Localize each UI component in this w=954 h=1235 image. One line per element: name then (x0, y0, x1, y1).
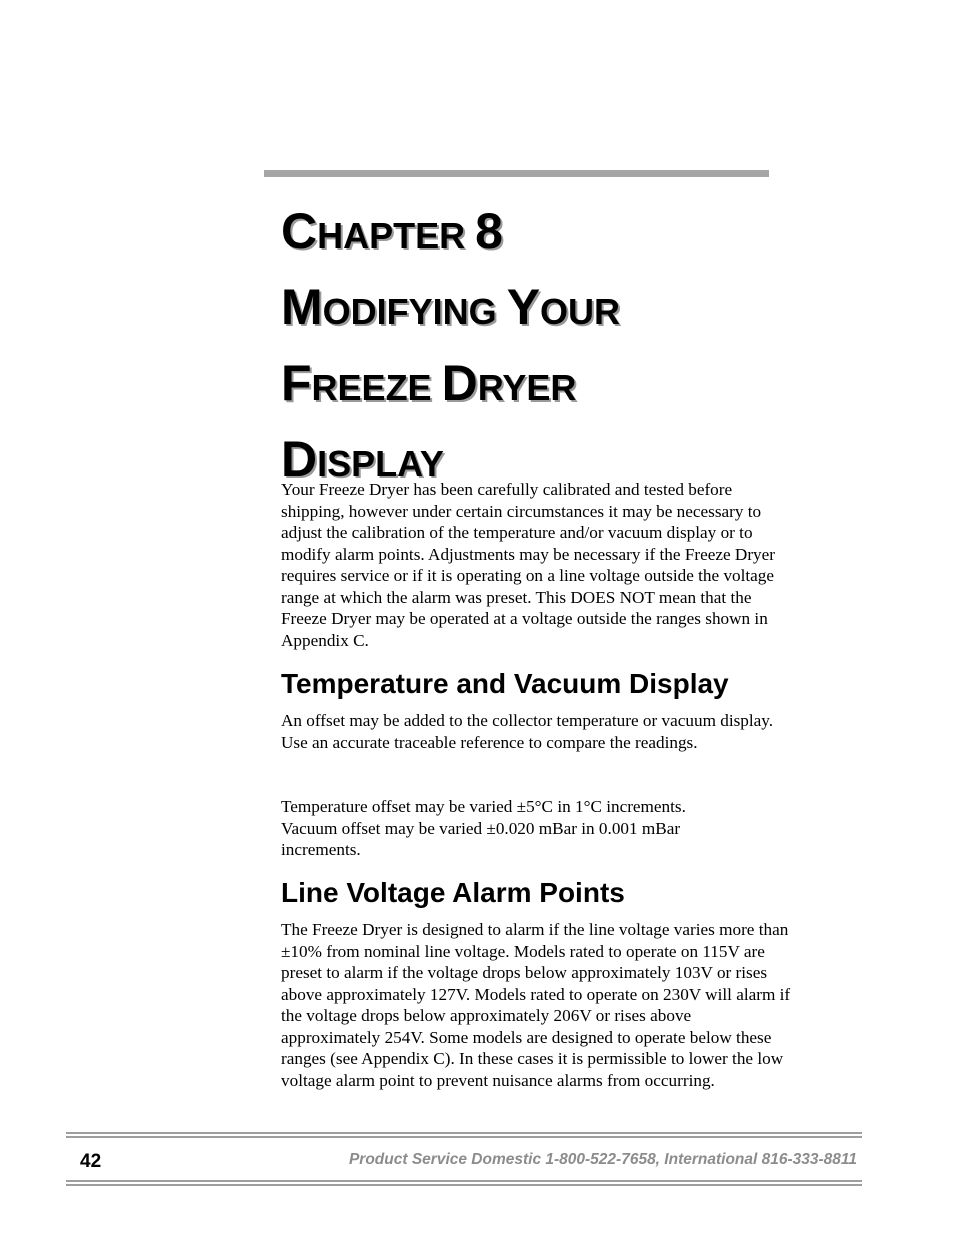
chapter-title-line-3: FREEZE DRYER (281, 355, 577, 411)
temperature-offset-text: Temperature offset may be varied ±5°C in 1°C increments. (281, 797, 686, 816)
section-heading-line-voltage: Line Voltage Alarm Points (281, 877, 625, 908)
footer-rule-top (66, 1132, 862, 1138)
chapter-title-line-2: MODIFYING YOUR (281, 279, 621, 335)
chapter-title-line-4: DISPLAY (281, 431, 444, 487)
temperature-vacuum-paragraph: An offset may be added to the collector temperature or vacuum display. Use an accurate traceable reference to compare the readings. (281, 711, 774, 752)
line-voltage-paragraph: The Freeze Dryer is designed to alarm if the line voltage varies more than ±10% from nominal line voltage. Models rated to operate on 115V are preset to alarm if the voltage drops below approximately 103V or rises above approximately 127V. Models rated to operate on 230V will alarm if the voltage drops below approximately 206V or rises above approximately 254V. Some models are designed to operate below these ranges (see Appendix C). In these cases it is permissible to lower the low voltage alarm point to prevent nuisance alarms from occurring. (281, 920, 791, 1090)
section-heading-temperature-vacuum: Temperature and Vacuum Display (281, 668, 729, 699)
chapter-title-line-1: CHAPTER 8 (281, 203, 503, 259)
page-number: 42 (80, 1151, 102, 1172)
header-rule (264, 170, 769, 177)
footer-contact: Product Service Domestic 1-800-522-7658, International 816-333-8811 (348, 1151, 857, 1168)
intro-paragraph: Your Freeze Dryer has been carefully calibrated and tested before shipping, however under certain circumstances it may be necessary to adjust the calibration of the temperature and/or vacuum display or to modify alarm points. Adjustments may be necessary if the Freeze Dryer requires service or if it is operating on a line voltage outside the voltage range at which the alarm was preset. This DOES NOT mean that the Freeze Dryer may be operated at a voltage outside the ranges shown in Appendix C. (281, 480, 775, 650)
vacuum-offset-text: Vacuum offset may be varied ±0.020 mBar in 0.001 mBar increments. (281, 818, 681, 859)
chapter-title (281, 196, 841, 500)
footer-rule-bottom (66, 1180, 862, 1186)
